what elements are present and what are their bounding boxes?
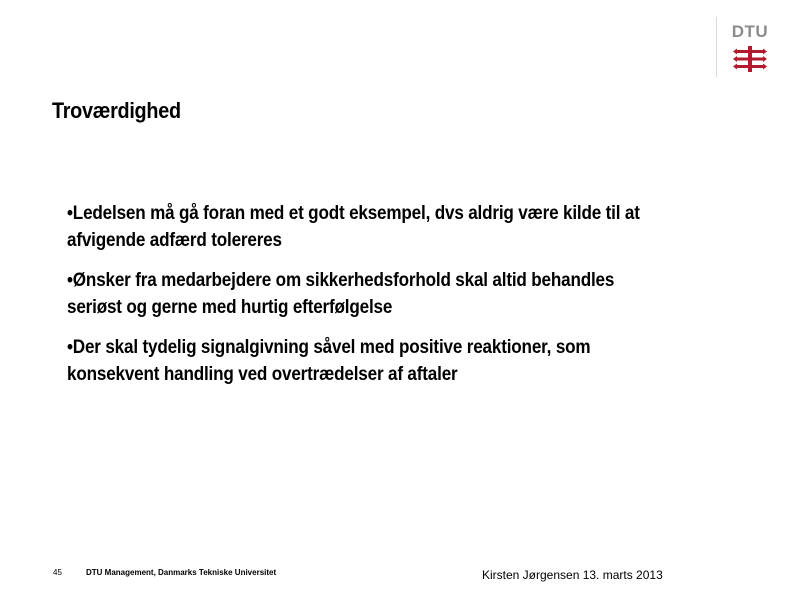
dtu-logo-icon (733, 46, 767, 72)
logo-text: DTU (731, 22, 769, 41)
footer-author-date: Kirsten Jørgensen 13. marts 2013 (482, 568, 663, 582)
header-divider (716, 17, 717, 77)
page-number: 45 (53, 568, 62, 577)
bullet-dot: • (67, 203, 73, 224)
dtu-logo (730, 22, 770, 74)
slide-title: Troværdighed (52, 98, 181, 123)
bullet-item (67, 267, 643, 321)
footer-organization: DTU Management, Danmarks Tekniske Universitet (86, 568, 277, 577)
bullet-dot: • (67, 270, 73, 291)
bullet-list (67, 200, 767, 401)
bullet-dot: • (67, 337, 73, 358)
bullet-text: Ledelsen må gå foran med et godt eksempel, dvs aldrig være kilde til at afvigende adfærd tolereres (67, 203, 640, 251)
bullet-text: Ønsker fra medarbejdere om sikkerhedsforhold skal altid behandles seriøst og gerne med hurtig efterfølgelse (67, 270, 615, 318)
bullet-text: Der skal tydelig signalgivning såvel med positive reaktioner, som konsekvent handling ved overtrædelser af aftaler (67, 337, 591, 385)
bullet-item (67, 200, 643, 254)
bullet-item (67, 334, 643, 388)
